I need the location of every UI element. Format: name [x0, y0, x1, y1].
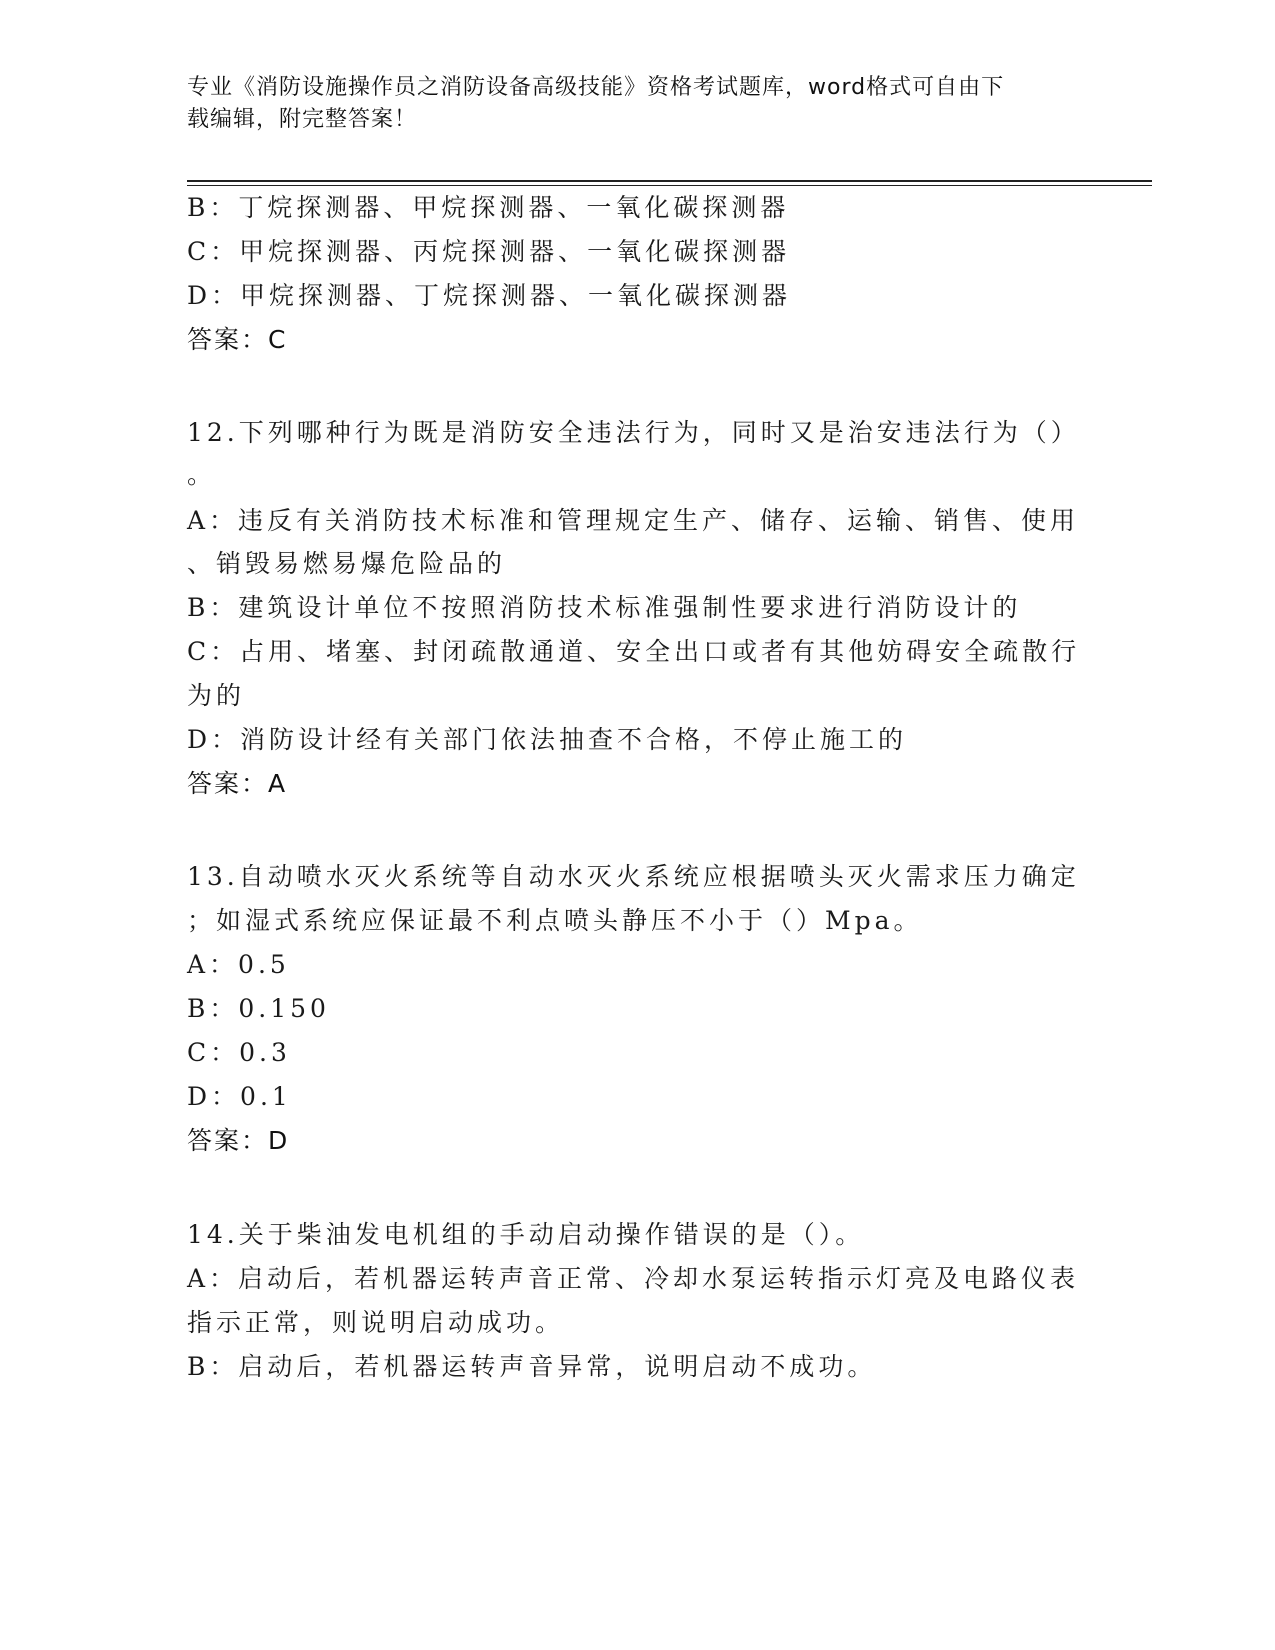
- q14-stem-line-1: 14.关于柴油发电机组的手动启动操作错误的是（）。: [187, 1220, 865, 1249]
- q11-option-d: D：甲烷探测器、丁烷探测器、一氧化碳探测器: [187, 281, 792, 310]
- q12-option-a-line-2: 、销毁易燃易爆危险品的: [187, 549, 507, 578]
- q11-option-c: C：甲烷探测器、丙烷探测器、一氧化碳探测器: [187, 237, 791, 266]
- q14-option-a-line-2: 指示正常，则说明启动成功。: [187, 1308, 565, 1337]
- q12-answer: 答案：A: [187, 769, 288, 798]
- q12-option-b: B：建筑设计单位不按照消防技术标准强制性要求进行消防设计的: [187, 593, 1022, 622]
- q13-option-a: A：0.5: [187, 950, 290, 979]
- q11-option-b: B：丁烷探测器、甲烷探测器、一氧化碳探测器: [187, 193, 790, 222]
- q12-stem-line-2: 。: [187, 460, 217, 489]
- q13-option-b: B：0.150: [187, 994, 330, 1023]
- q13-option-d: D：0.1: [187, 1082, 292, 1111]
- header-line-1: 专业《消防设施操作员之消防设备高级技能》资格考试题库，word格式可自由下: [187, 75, 1005, 100]
- q11-answer: 答案：C: [187, 325, 288, 354]
- q13-option-c: C：0.3: [187, 1038, 291, 1067]
- q14-option-a-line-1: A：启动后，若机器运转声音正常、冷却水泵运转指示灯亮及电路仪表: [187, 1264, 1080, 1293]
- q13-stem-line-2: ；如湿式系统应保证最不利点喷头静压不小于（）Mpa。: [187, 906, 923, 935]
- q12-option-c-line-1: C：占用、堵塞、封闭疏散通道、安全出口或者有其他妨碍安全疏散行: [187, 637, 1081, 666]
- q12-stem-line-1: 12.下列哪种行为既是消防安全违法行为，同时又是治安违法行为（）: [187, 418, 1080, 447]
- page-header: [187, 72, 1067, 136]
- q12-option-a-line-1: A：违反有关消防技术标准和管理规定生产、储存、运输、销售、使用: [187, 506, 1080, 535]
- q13-stem-line-1: 13.自动喷水灭火系统等自动水灭火系统应根据喷头灭火需求压力确定: [187, 862, 1080, 891]
- q12-option-d: D：消防设计经有关部门依法抽查不合格，不停止施工的: [187, 725, 908, 754]
- q14-option-b: B：启动后，若机器运转声音异常，说明启动不成功。: [187, 1352, 877, 1381]
- header-line-2: 载编辑，附完整答案！: [187, 107, 418, 132]
- header-divider: [187, 180, 1152, 186]
- q12-option-c-line-2: 为的: [187, 681, 246, 710]
- q13-answer: 答案：D: [187, 1126, 290, 1155]
